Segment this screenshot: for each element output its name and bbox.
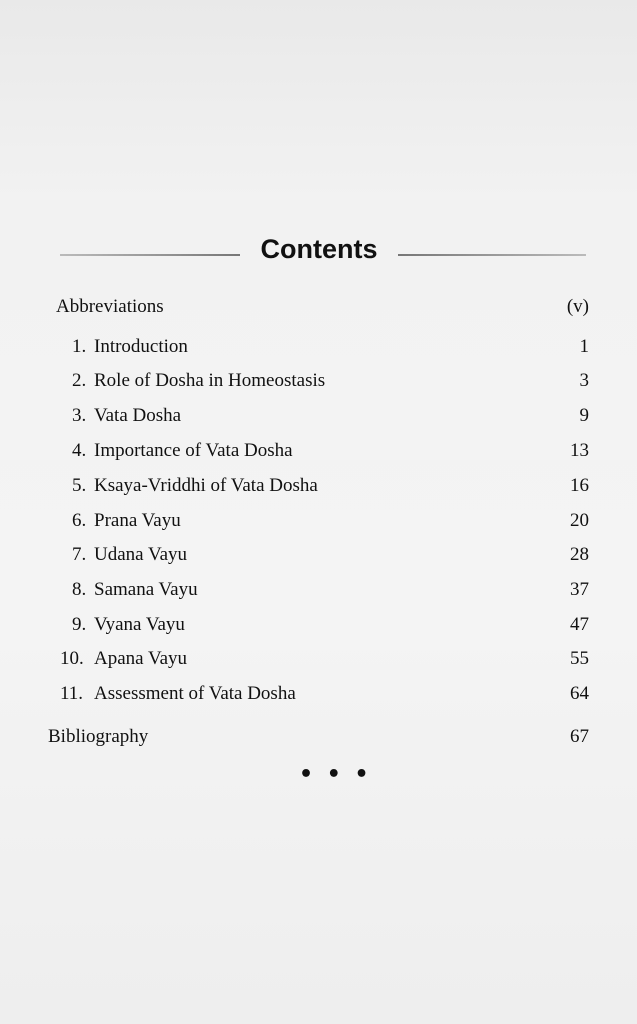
toc-entry (0, 405, 637, 433)
toc-entry-label: Ksaya-Vriddhi of Vata Dosha (94, 475, 318, 496)
toc-entry-number: 4. (72, 440, 87, 461)
toc-entry-number: 7. (72, 544, 87, 565)
toc-entry-page: 37 (570, 579, 589, 600)
toc-entry-label: Udana Vayu (94, 544, 188, 565)
toc-entry-label: Apana Vayu (94, 648, 188, 669)
toc-entry-number: 11. (60, 683, 84, 704)
toc-entry-label: Role of Dosha in Homeostasis (94, 370, 326, 391)
toc-entry-bibliography (0, 726, 637, 754)
toc-entry (0, 370, 637, 398)
toc-entry-page: (v) (566, 296, 589, 317)
toc-entry-abbreviations (0, 296, 637, 324)
toc-entry-number: 10. (60, 648, 84, 669)
toc-entry-label: Assessment of Vata Dosha (94, 683, 296, 704)
toc-entry (0, 544, 637, 572)
toc-entry (0, 440, 637, 468)
toc-entry-number: 5. (72, 475, 87, 496)
toc-entry-number: 8. (72, 579, 87, 600)
toc-entry-label: Abbreviations (56, 296, 164, 317)
toc-entry-label: Vyana Vayu (94, 614, 185, 635)
toc-entry-page: 64 (570, 683, 589, 704)
toc-entry-page: 67 (570, 726, 589, 747)
toc-entry-page: 20 (570, 510, 589, 531)
toc-entry-page: 13 (570, 440, 589, 461)
toc-entry (0, 683, 637, 711)
toc-entry-number: 1. (72, 336, 87, 357)
page-title: Contents (244, 234, 394, 265)
toc-entry-label: Prana Vayu (94, 510, 181, 531)
toc-entry (0, 510, 637, 538)
toc-entry-page: 9 (579, 405, 589, 426)
end-ornament: • • • (299, 762, 372, 787)
toc-entry-number: 2. (72, 370, 87, 391)
heading-rule-left (60, 254, 240, 256)
toc-entry (0, 614, 637, 642)
toc-entry-page: 1 (579, 336, 589, 357)
heading-rule-right (398, 254, 586, 256)
toc-entry-page: 3 (579, 370, 589, 391)
toc-entry (0, 336, 637, 364)
toc-entry-label: Bibliography (48, 726, 149, 747)
toc-entry-page: 47 (570, 614, 589, 635)
toc-entry-label: Vata Dosha (94, 405, 182, 426)
toc-entry (0, 648, 637, 676)
toc-entry-label: Introduction (94, 336, 188, 357)
toc-entry-page: 28 (570, 544, 589, 565)
toc-entry-page: 16 (570, 475, 589, 496)
toc-entry (0, 579, 637, 607)
heading-block (0, 232, 637, 272)
toc-entry-label: Samana Vayu (94, 579, 198, 600)
toc-entry-number: 9. (72, 614, 87, 635)
toc-entry-label: Importance of Vata Dosha (94, 440, 293, 461)
toc-entry (0, 475, 637, 503)
toc-entry-page: 55 (570, 648, 589, 669)
toc-entry-number: 6. (72, 510, 87, 531)
toc-entry-number: 3. (72, 405, 87, 426)
